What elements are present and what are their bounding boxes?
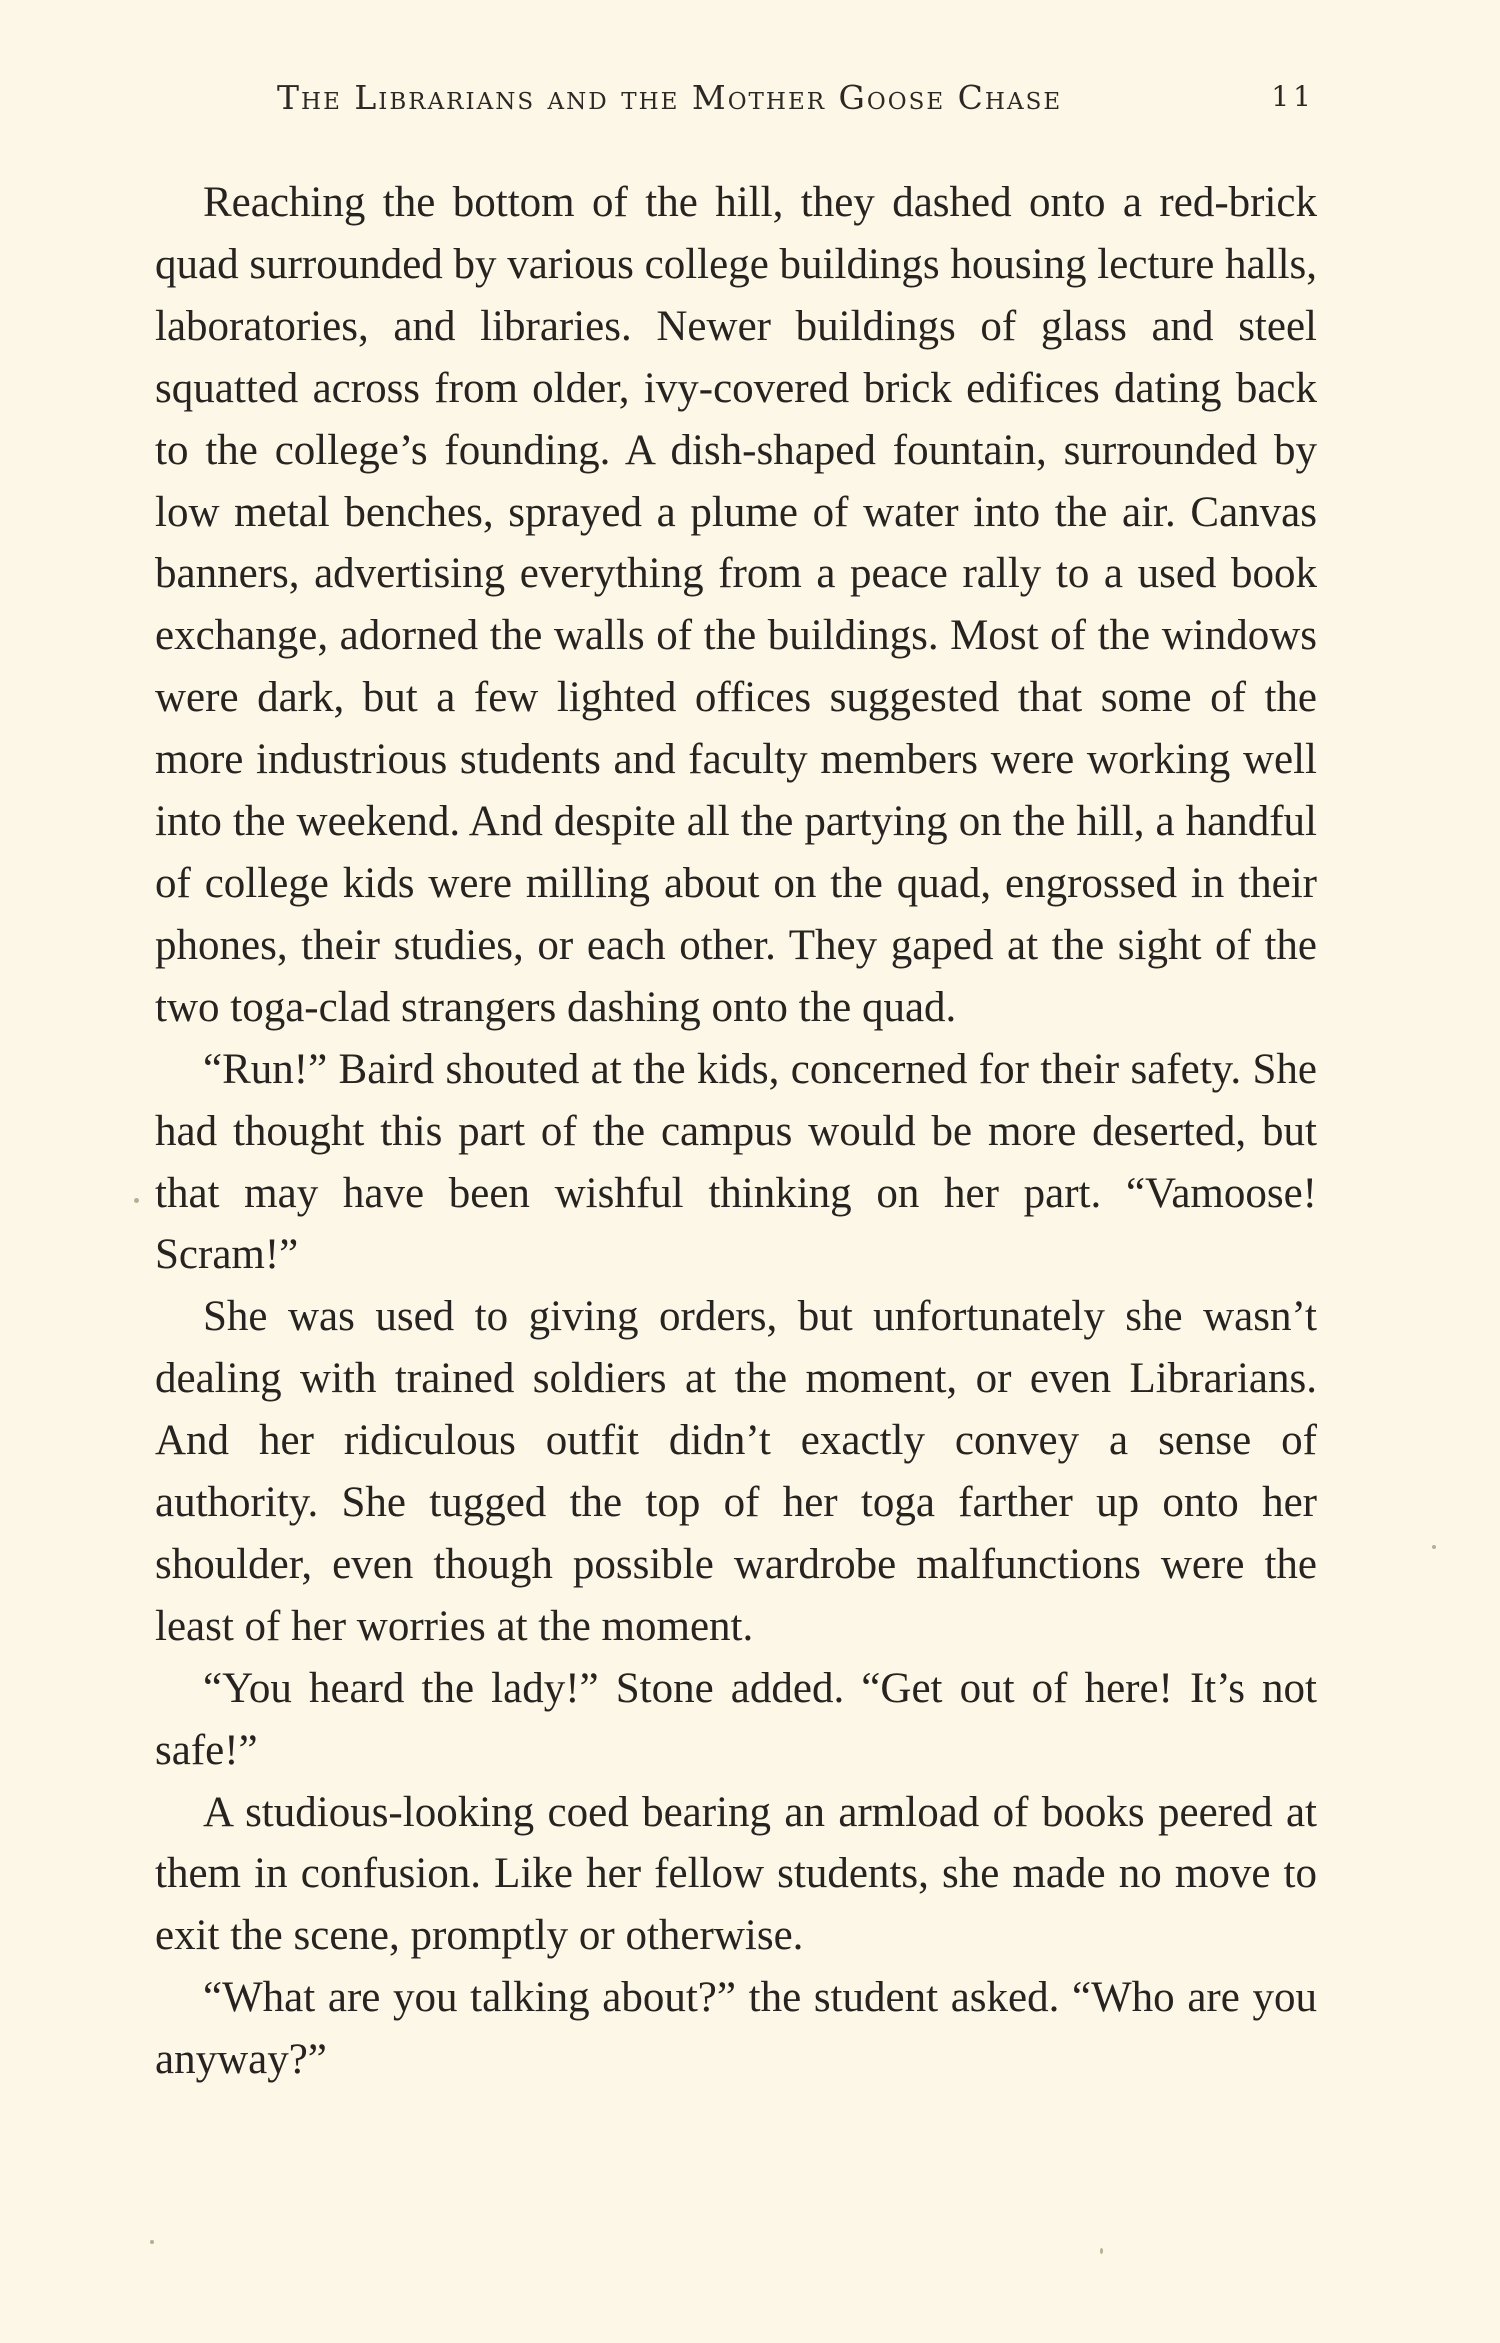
paragraph-3: She was used to giving orders, but unfortunately she wasn’t dealing with trained soldiers at the moment, or even Librarians. And her ridiculous outfit didn’t exactly convey a sense of authority. She tugged the top of her toga farther up onto her shoulder, even though possible wardrobe malfunctions were the least of her worries at the moment. bbox=[155, 1293, 1317, 1650]
paper-speck bbox=[1432, 1545, 1436, 1549]
running-header bbox=[155, 78, 1315, 128]
running-title: The Librarians and the Mother Goose Chase bbox=[277, 78, 1063, 117]
body-text bbox=[155, 172, 1317, 2091]
paragraph-4: “You heard the lady!” Stone added. “Get out of here! It’s not safe!” bbox=[155, 1664, 1317, 1774]
paragraph-5: A studious-looking coed bearing an armload of books peered at them in confusion. Like her fellow students, she made no move to exit the scene, promptly or otherwise. bbox=[155, 1788, 1317, 1960]
page-number: 11 bbox=[1271, 80, 1315, 113]
paragraph-6: “What are you talking about?” the student asked. “Who are you anyway?” bbox=[155, 1974, 1317, 2084]
paper-speck bbox=[1100, 2248, 1103, 2254]
paragraph-1: Reaching the bottom of the hill, they dashed onto a red-brick quad surrounded by various college buildings housing lecture halls, laboratories, and libraries. Newer buildings of glass and steel squatted across from older, ivy-covered brick edifices dating back to the college’s founding. A dish-shaped fountain, surrounded by low metal benches, sprayed a plume of water into the air. Canvas banners, advertising everything from a peace rally to a used book exchange, adorned the walls of the buildings. Most of the windows were dark, but a few lighted offices suggested that some of the more industrious students and faculty members were working well into the weekend. And despite all the partying on the hill, a handful of college kids were milling about on the quad, engrossed in their phones, their studies, or each other. They gaped at the sight of the two toga-clad strangers dashing onto the quad. bbox=[155, 179, 1317, 1031]
paper-speck bbox=[134, 1198, 139, 1203]
paragraph-2: “Run!” Baird shouted at the kids, concerned for their safety. She had thought this part of the campus would be more deserted, but that may have been wishful thinking on her part. “Vamoose! Scram!” bbox=[155, 1045, 1317, 1279]
paper-speck bbox=[150, 2240, 154, 2244]
